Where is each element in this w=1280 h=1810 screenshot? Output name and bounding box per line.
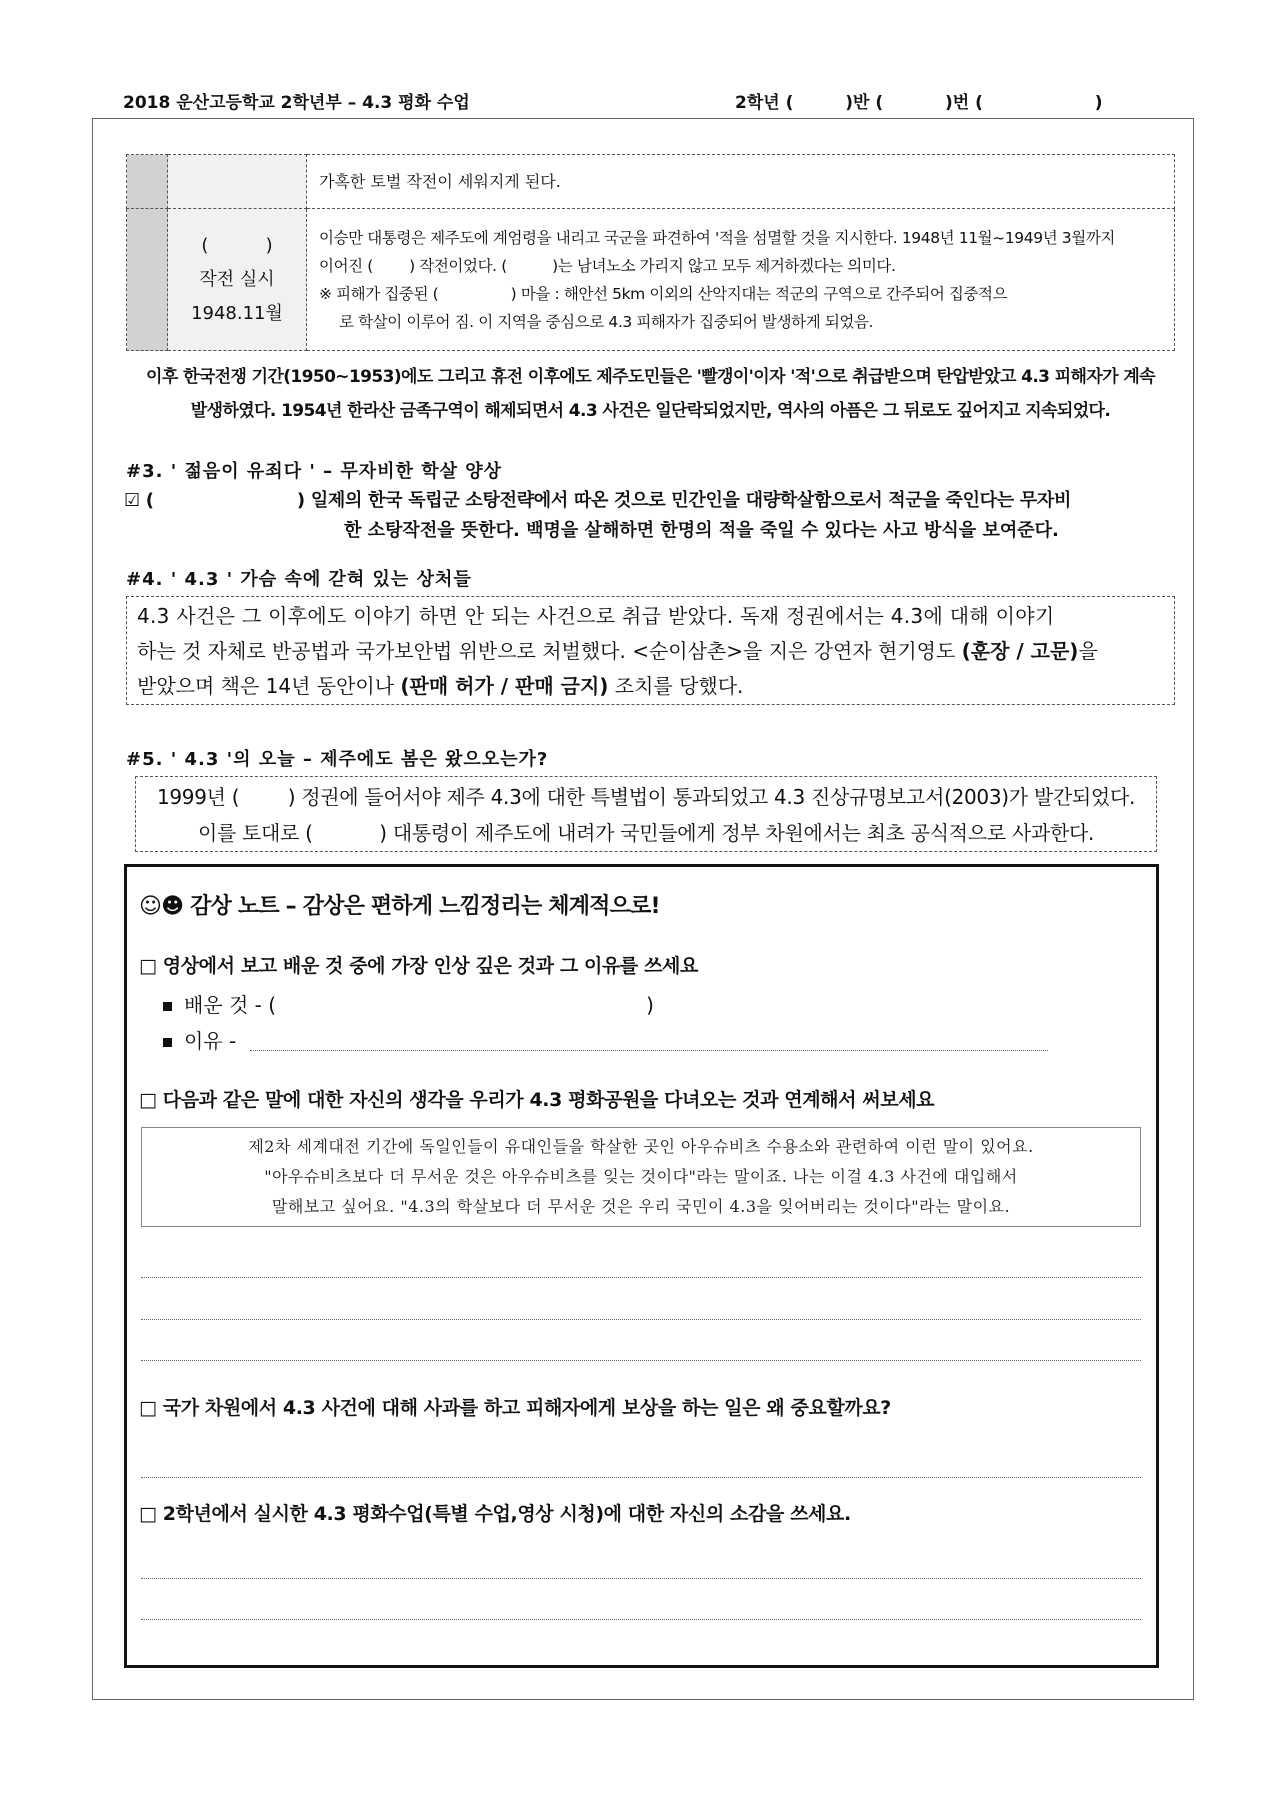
worksheet-header [123,88,1123,118]
section4-line [137,634,1164,669]
answer-line[interactable] [141,1477,1141,1478]
reflection-note [124,864,1159,1668]
reason-item [163,1025,236,1054]
learned-label: 배운 것 - ( [184,993,277,1017]
learned-close: ) [646,993,654,1017]
answer-line[interactable] [141,1277,1141,1278]
answer-line[interactable] [141,1360,1141,1361]
section3-line: ☑ ( ) 일제의 한국 독립군 소탕전략에서 따온 것으로 민간인을 대량학살함으로서 적군을 죽인다는 무자비 [124,490,1072,511]
bullet-square-icon [163,1038,172,1047]
student-info [735,88,1102,113]
table-row [127,209,1175,351]
operation-description [307,209,1175,351]
reason-answer-line[interactable] [250,1050,1048,1051]
aftermath-line: 이후 한국전쟁 기간(1950~1953)에도 그리고 휴전 이후에도 제주도민들은 '빨갱이'이자 '적'으로 취급받으며 탄압받았고 4.3 피해자가 계속 [146,367,1155,387]
section4-line: 4.3 사건은 그 이후에도 이야기 하면 안 되는 사건으로 취급 받았다. 독재 정권에서는 4.3에 대해 이야기 [137,604,1055,628]
table-cell-shade [127,155,168,209]
table-cell-shade [127,209,168,351]
quote-box [141,1127,1141,1227]
operation-line: ※ 피해가 집중된 ( ) 마을 : 해안선 5km 이외의 산악지대는 적군의 구역으로 간주되어 집중적으 [319,284,1008,303]
answer-line[interactable] [141,1619,1141,1620]
answer-line[interactable] [141,1578,1141,1579]
close-paren: ) [1094,93,1103,113]
question-4: □ 2학년에서 실시한 4.3 평화수업(특별 수업,영상 시청)에 대한 자신의 소감을 쓰세요. [139,1503,851,1525]
section4-text: 받았으며 책은 14년 동안이나 [137,674,401,698]
section4-line [137,669,1164,704]
table-row [127,155,1175,209]
operation-date: 1948.11월 [191,302,283,324]
quote-line: 제2차 세계대전 기간에 독일인들이 유대인들을 학살한 곳인 아우슈비츠 수용소와 관련하여 이런 말이 있어요. [248,1137,1034,1156]
class-label: )반 ( [845,93,884,113]
operation-line: 이승만 대통령은 제주도에 계엄령을 내리고 국군을 파견하여 '적을 섬멸할 것을 지시한다. 1948년 11월~1949년 3월까지 [319,228,1115,247]
choice-sale-permit-ban: (판매 허가 / 판매 금지) [400,674,609,698]
section5-line: 1999년 ( ) 정권에 들어서야 제주 4.3에 대한 특별법이 통과되었고 4.3 진상규명보고서(2003)가 발간되었다. [156,785,1136,809]
section4-box [126,596,1175,705]
operation-label [168,209,307,351]
question-3: □ 국가 차원에서 4.3 사건에 대해 사과를 하고 피해자에게 보상을 하는 일은 왜 중요할까요? [139,1397,891,1419]
section5-title: #5. ' 4.3 '의 오늘 – 제주에도 봄은 왔으오는가? [126,749,549,770]
reason-label: 이유 - [184,1029,237,1053]
section5-box [135,776,1157,852]
note-title: ☺☻ 감상 노트 – 감상은 편하게 느낌정리는 체계적으로! [139,894,660,919]
worksheet-title: 2018 운산고등학교 2학년부 – 4.3 평화 수업 [123,93,470,113]
number-label: )번 ( [944,93,983,113]
operation-line: 이어진 ( ) 작전이었다. ( )는 남녀노소 가리지 않고 모두 제거하겠다는 의미다. [319,256,896,275]
section4-text: 하는 것 자체로 반공법과 국가보안법 위반으로 처벌했다. <순이삼촌>을 지은 강연자 현기영도 [137,639,962,663]
learned-item [163,989,654,1018]
section4-text: 조치를 당했다. [608,674,744,698]
section3-text [124,486,1174,546]
section3-line: 한 소탕작전을 뜻한다. 백명을 살해하면 한명의 적을 죽일 수 있다는 사고 방식을 보여준다. [344,520,1059,541]
question-2: □ 다음과 같은 말에 대한 자신의 생각을 우리가 4.3 평화공원을 다녀오는 것과 연계해서 써보세요 [139,1089,935,1111]
aftermath-line: 발생하였다. 1954년 한라산 금족구역이 해제되면서 4.3 사건은 일단락되었지만, 역사의 아픔은 그 뒤로도 깊어지고 지속되었다. [190,401,1111,421]
operation-name: 작전 실시 [199,268,275,290]
bullet-square-icon [163,1002,172,1011]
section5-line: 이를 토대로 ( ) 대통령이 제주도에 내려가 국민들에게 정부 차원에서는 최초 공식적으로 사과한다. [197,821,1095,845]
operation-table [126,154,1175,351]
section3-title: #3. ' 젊음이 유죄다 ' – 무자비한 학살 양상 [126,461,503,482]
quote-line: 말해보고 싶어요. "4.3의 학살보다 더 무서운 것은 우리 국민이 4.3을 잊어버리는 것이다"라는 말이요. [271,1197,1011,1216]
operation-line: 로 학살이 이루어 짐. 이 지역을 중심으로 4.3 피해자가 집중되어 발생하게 되었음. [339,312,874,331]
aftermath-paragraph [126,360,1175,428]
answer-line[interactable] [141,1319,1141,1320]
grade-label: 2학년 ( [735,93,794,113]
table-cell-text: 가혹한 토벌 작전이 세워지게 된다. [307,155,1175,209]
section4-text: 을 [1078,639,1098,663]
choice-medal-torture: (훈장 / 고문) [961,639,1079,663]
quote-line: "아우슈비츠보다 더 무서운 것은 아우슈비츠를 잊는 것이다"라는 말이죠. 나는 이걸 4.3 사건에 대입해서 [264,1167,1018,1186]
question-1: □ 영상에서 보고 배운 것 중에 가장 인상 깊은 것과 그 이유를 쓰세요 [139,955,698,977]
section4-title: #4. ' 4.3 ' 가슴 속에 갇혀 있는 상처들 [126,569,472,590]
operation-blank: ( ) [201,234,273,256]
table-cell-label [168,155,307,209]
